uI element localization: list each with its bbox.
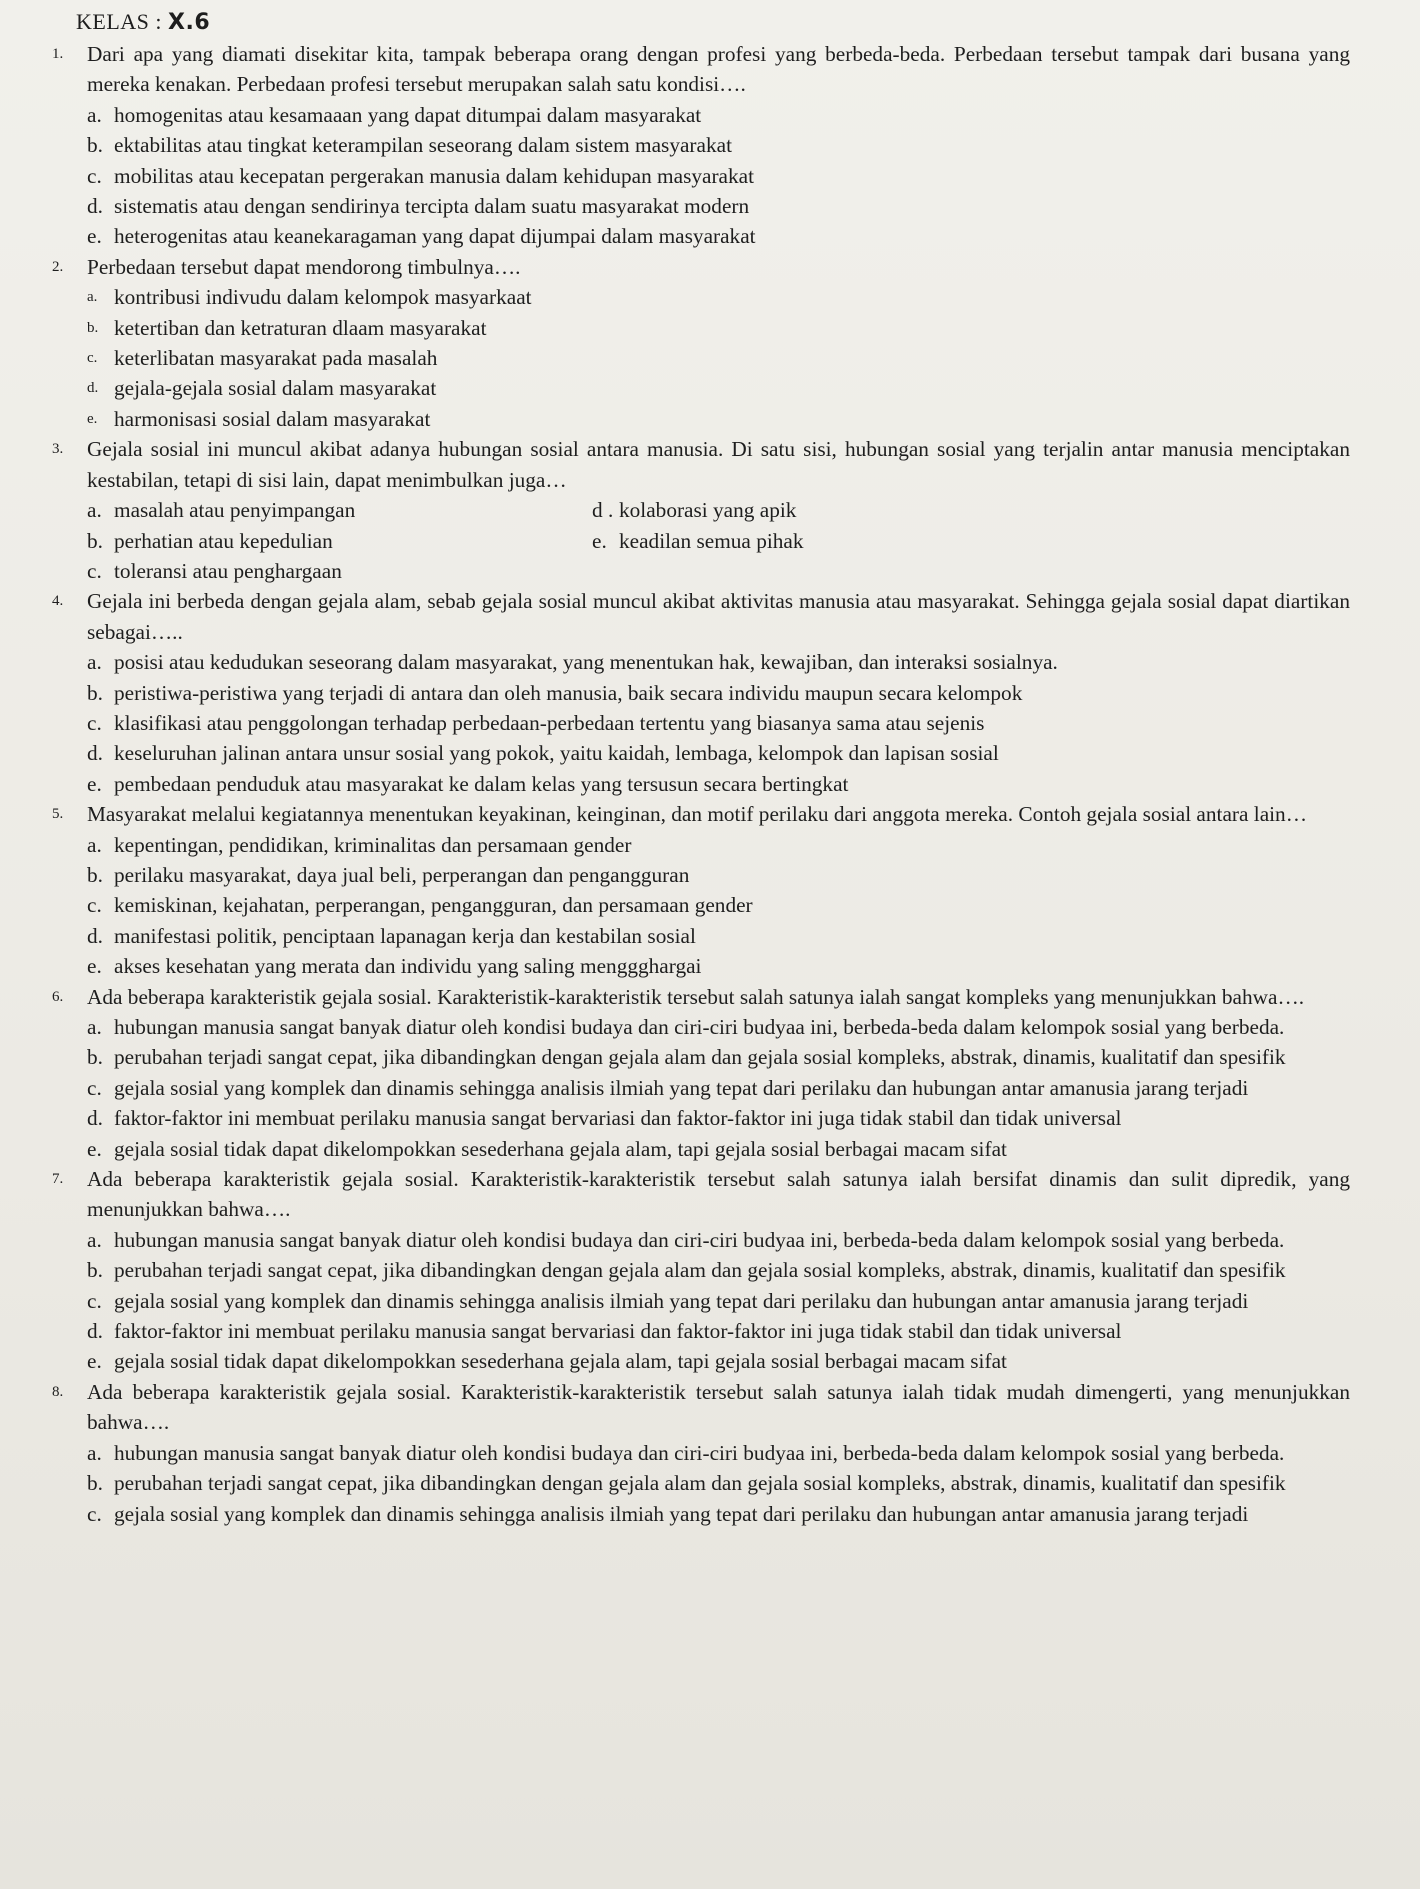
question-2	[42, 252, 1350, 434]
option-text: heterogenitas atau keanekaragaman yang dapat dijumpai dalam masyarakat	[114, 224, 756, 249]
option-c	[87, 708, 1350, 738]
option-text: perilaku masyarakat, daya jual beli, perperangan dan pengangguran	[114, 862, 690, 887]
option-letter: c.	[87, 893, 102, 918]
question-number: 5.	[52, 806, 64, 823]
option-text: perhatian atau kepedulian	[114, 528, 333, 553]
option-e	[87, 769, 1350, 799]
option-letter: c.	[87, 350, 98, 367]
option-e	[87, 951, 1350, 981]
option-letter: c.	[87, 558, 102, 583]
option-letter: d.	[87, 923, 103, 948]
option-text: gejala sosial tidak dapat dikelompokkan sesederhana gejala alam, tapi gejala sosial berbagai macam sifat	[114, 1136, 1007, 1161]
question-stem: Gejala sosial ini muncul akibat adanya hubungan sosial antara manusia. Di satu sisi, hubungan sosial yang terjalin antar manusia menciptakan kestabilan, tetapi di sisi lain, dapat menimbulkan juga…	[87, 437, 1350, 492]
option-d	[592, 495, 1350, 525]
question-stem: Masyarakat melalui kegiatannya menentukan keyakinan, keinginan, dan motif perilaku dari anggota mereka. Contoh gejala sosial antara lain…	[87, 802, 1308, 827]
option-letter: b.	[87, 528, 103, 553]
option-text: kolaborasi yang apik	[619, 498, 797, 523]
option-letter: e.	[87, 954, 102, 979]
option-e	[87, 1346, 1350, 1376]
option-letter: b.	[87, 862, 103, 887]
option-e	[592, 526, 1350, 556]
question-4	[42, 586, 1350, 799]
option-b	[87, 313, 1350, 343]
option-letter: d.	[87, 1319, 103, 1344]
option-letter: e.	[87, 771, 102, 796]
option-text: hubungan manusia sangat banyak diatur oleh kondisi budaya dan ciri-ciri budyaa ini, berbeda-beda dalam kelompok sosial yang berbeda.	[114, 1015, 1285, 1039]
option-text: gejala sosial yang komplek dan dinamis sehingga analisis ilmiah yang tepat dari perilaku dan hubungan antar amanusia jarang terjadi	[114, 1288, 1249, 1313]
option-list	[87, 282, 1350, 434]
option-e	[87, 221, 1350, 251]
option-letter: d.	[87, 380, 99, 397]
option-letter: e.	[87, 1136, 102, 1161]
option-letter: b.	[87, 680, 103, 705]
question-number: 6.	[52, 988, 64, 1005]
option-letter: e.	[87, 224, 102, 249]
option-text: manifestasi politik, penciptaan lapanagan kerja dan kestabilan sosial	[114, 923, 696, 948]
option-text: ektabilitas atau tingkat keterampilan seseorang dalam sistem masyarakat	[114, 133, 732, 158]
option-text: pembedaan penduduk atau masyarakat ke dalam kelas yang tersusun secara bertingkat	[114, 771, 849, 796]
option-c	[87, 343, 1350, 373]
class-value: X.6	[168, 10, 211, 35]
option-letter: a.	[87, 832, 102, 857]
option-c	[87, 161, 1350, 191]
option-letter: a.	[87, 1440, 102, 1465]
option-text: kemiskinan, kejahatan, perperangan, pengangguran, dan persamaan gender	[114, 893, 753, 918]
option-d	[87, 1103, 1350, 1133]
option-d	[87, 738, 1350, 768]
option-b	[87, 130, 1350, 160]
option-a	[87, 1438, 1350, 1468]
question-stem: Ada beberapa karakteristik gejala sosial. Karakteristik-karakteristik tersebut salah satunya ialah bersifat dinamis dan sulit dipredik, yang menunjukkan bahwa….	[87, 1167, 1350, 1222]
option-letter: b.	[87, 133, 103, 158]
option-letter: a.	[87, 1015, 102, 1039]
option-list	[87, 495, 1350, 586]
option-a	[87, 495, 592, 525]
option-text: homogenitas atau kesamaaan yang dapat ditumpai dalam masyarakat	[114, 102, 702, 127]
option-list	[87, 1012, 1350, 1164]
option-letter: e.	[87, 1349, 102, 1374]
question-number: 4.	[52, 593, 64, 610]
option-list	[87, 647, 1350, 799]
option-letter: e.	[592, 528, 607, 553]
option-text: mobilitas atau kecepatan pergerakan manusia dalam kehidupan masyarakat	[114, 163, 755, 188]
option-a	[87, 647, 1350, 677]
question-stem: Dari apa yang diamati disekitar kita, tampak beberapa orang dengan profesi yang berbeda-beda. Perbedaan tersebut tampak dari busana yang mereka kenakan. Perbedaan profesi tersebut merupakan salah satu kondisi….	[87, 42, 1350, 97]
option-c	[87, 890, 1350, 920]
option-letter: a.	[87, 650, 102, 675]
option-list	[87, 1225, 1350, 1377]
question-stem: Perbedaan tersebut dapat mendorong timbulnya….	[87, 254, 521, 279]
option-letter: a.	[87, 1227, 102, 1252]
class-label: KELAS :	[76, 9, 162, 34]
option-d	[87, 373, 1350, 403]
option-text: toleransi atau penghargaan	[114, 558, 342, 583]
option-a	[87, 1012, 1350, 1042]
option-text: gejala sosial yang komplek dan dinamis sehingga analisis ilmiah yang tepat dari perilaku dan hubungan antar amanusia jarang terjadi	[114, 1501, 1249, 1526]
option-text: keadilan semua pihak	[619, 528, 804, 553]
question-3	[42, 434, 1350, 586]
option-letter: a.	[87, 498, 102, 523]
option-letter: d.	[87, 1106, 103, 1131]
question-6	[42, 982, 1350, 1164]
question-number: 2.	[52, 258, 64, 275]
option-list	[87, 830, 1350, 982]
option-letter: c.	[87, 1075, 102, 1100]
option-c	[87, 556, 592, 586]
question-stem: Gejala ini berbeda dengan gejala alam, sebab gejala sosial muncul akibat aktivitas manusia atau masyarakat. Sehingga gejala sosial dapat diartikan sebagai…..	[87, 589, 1350, 644]
option-d	[87, 191, 1350, 221]
option-letter: a.	[87, 289, 98, 306]
option-text: klasifikasi atau penggolongan terhadap perbedaan-perbedaan tertentu yang biasanya sama atau sejenis	[114, 710, 985, 735]
option-a	[87, 100, 1350, 130]
option-a	[87, 282, 1350, 312]
option-text: kontribusi indivudu dalam kelompok masyarkaat	[114, 285, 532, 310]
option-b	[87, 860, 1350, 890]
option-text: perubahan terjadi sangat cepat, jika dibandingkan dengan gejala alam dan gejala sosial kompleks, abstrak, dinamis, kualitatif dan spesifik	[114, 1471, 1286, 1496]
option-text: gejala-gejala sosial dalam masyarakat	[114, 376, 437, 401]
option-text: akses kesehatan yang merata dan individu yang saling menggghargai	[114, 954, 702, 979]
question-number: 1.	[52, 46, 64, 62]
question-number: 7.	[52, 1171, 64, 1188]
question-7	[42, 1164, 1350, 1377]
option-text: peristiwa-peristiwa yang terjadi di antara dan oleh manusia, baik secara individu maupun secara kelompok	[114, 680, 1023, 705]
option-list	[87, 100, 1350, 252]
option-c	[87, 1073, 1350, 1103]
option-text: posisi atau kedudukan seseorang dalam masyarakat, yang menentukan hak, kewajiban, dan interaksi sosialnya.	[114, 650, 1058, 675]
option-text: harmonisasi sosial dalam masyarakat	[114, 406, 431, 431]
option-text: keseluruhan jalinan antara unsur sosial yang pokok, yaitu kaidah, lembaga, kelompok dan lapisan sosial	[114, 741, 999, 766]
question-number: 8.	[52, 1383, 64, 1400]
question-number: 3.	[52, 441, 64, 458]
option-a	[87, 1225, 1350, 1255]
option-letter: c.	[87, 1501, 102, 1526]
question-8	[42, 1377, 1350, 1529]
option-letter: c.	[87, 710, 102, 735]
option-text: faktor-faktor ini membuat perilaku manusia sangat bervariasi dan faktor-faktor ini juga tidak stabil dan tidak universal	[114, 1106, 1122, 1131]
option-text: perubahan terjadi sangat cepat, jika dibandingkan dengan gejala alam dan gejala sosial kompleks, abstrak, dinamis, kualitatif dan spesifik	[114, 1258, 1286, 1283]
class-header	[76, 8, 1350, 37]
option-text: perubahan terjadi sangat cepat, jika dibandingkan dengan gejala alam dan gejala sosial kompleks, abstrak, dinamis, kualitatif dan spesifik	[114, 1045, 1286, 1070]
option-letter: c.	[87, 1288, 102, 1313]
option-text: ketertiban dan ketraturan dlaam masyarakat	[114, 315, 487, 340]
option-letter: d.	[87, 741, 103, 766]
option-letter: d.	[87, 194, 103, 219]
option-letter: b.	[87, 1471, 103, 1496]
option-b	[87, 1042, 1350, 1072]
option-e	[87, 1134, 1350, 1164]
option-text: faktor-faktor ini membuat perilaku manusia sangat bervariasi dan faktor-faktor ini juga tidak stabil dan tidak universal	[114, 1319, 1122, 1344]
option-text: keterlibatan masyarakat pada masalah	[114, 346, 438, 371]
option-text: gejala sosial yang komplek dan dinamis sehingga analisis ilmiah yang tepat dari perilaku dan hubungan antar amanusia jarang terjadi	[114, 1075, 1249, 1100]
option-letter: b.	[87, 319, 99, 336]
question-stem: Ada beberapa karakteristik gejala sosial. Karakteristik-karakteristik tersebut salah satunya ialah tidak mudah dimengerti, yang menunjukkan bahwa….	[87, 1379, 1350, 1435]
option-text: sistematis atau dengan sendirinya tercipta dalam suatu masyarakat modern	[114, 194, 750, 219]
option-e	[87, 404, 1350, 434]
option-letter: b.	[87, 1258, 103, 1283]
option-b	[87, 678, 1350, 708]
option-text: kepentingan, pendidikan, kriminalitas dan persamaan gender	[114, 832, 632, 857]
option-letter: b.	[87, 1045, 103, 1070]
option-b	[87, 1255, 1350, 1285]
option-text: gejala sosial tidak dapat dikelompokkan sesederhana gejala alam, tapi gejala sosial berbagai macam sifat	[114, 1349, 1007, 1374]
option-d	[87, 1316, 1350, 1346]
option-text: hubungan manusia sangat banyak diatur oleh kondisi budaya dan ciri-ciri budyaa ini, berbeda-beda dalam kelompok sosial yang berbeda.	[114, 1440, 1285, 1465]
option-d	[87, 921, 1350, 951]
option-c	[87, 1286, 1350, 1316]
option-text: masalah atau penyimpangan	[114, 498, 356, 523]
option-b	[87, 526, 592, 556]
question-5	[42, 799, 1350, 981]
option-text: hubungan manusia sangat banyak diatur oleh kondisi budaya dan ciri-ciri budyaa ini, berbeda-beda dalam kelompok sosial yang berbeda.	[114, 1227, 1285, 1252]
option-letter: d .	[592, 498, 614, 523]
option-letter: c.	[87, 163, 102, 188]
option-a	[87, 830, 1350, 860]
option-c	[87, 1499, 1350, 1529]
option-letter: e.	[87, 410, 98, 427]
question-stem: Ada beberapa karakteristik gejala sosial. Karakteristik-karakteristik tersebut salah satunya ialah sangat kompleks yang menunjukkan bahwa….	[87, 984, 1305, 1009]
option-list	[87, 1438, 1350, 1529]
question-1	[42, 39, 1350, 252]
option-b	[87, 1468, 1350, 1498]
option-letter: a.	[87, 102, 102, 127]
